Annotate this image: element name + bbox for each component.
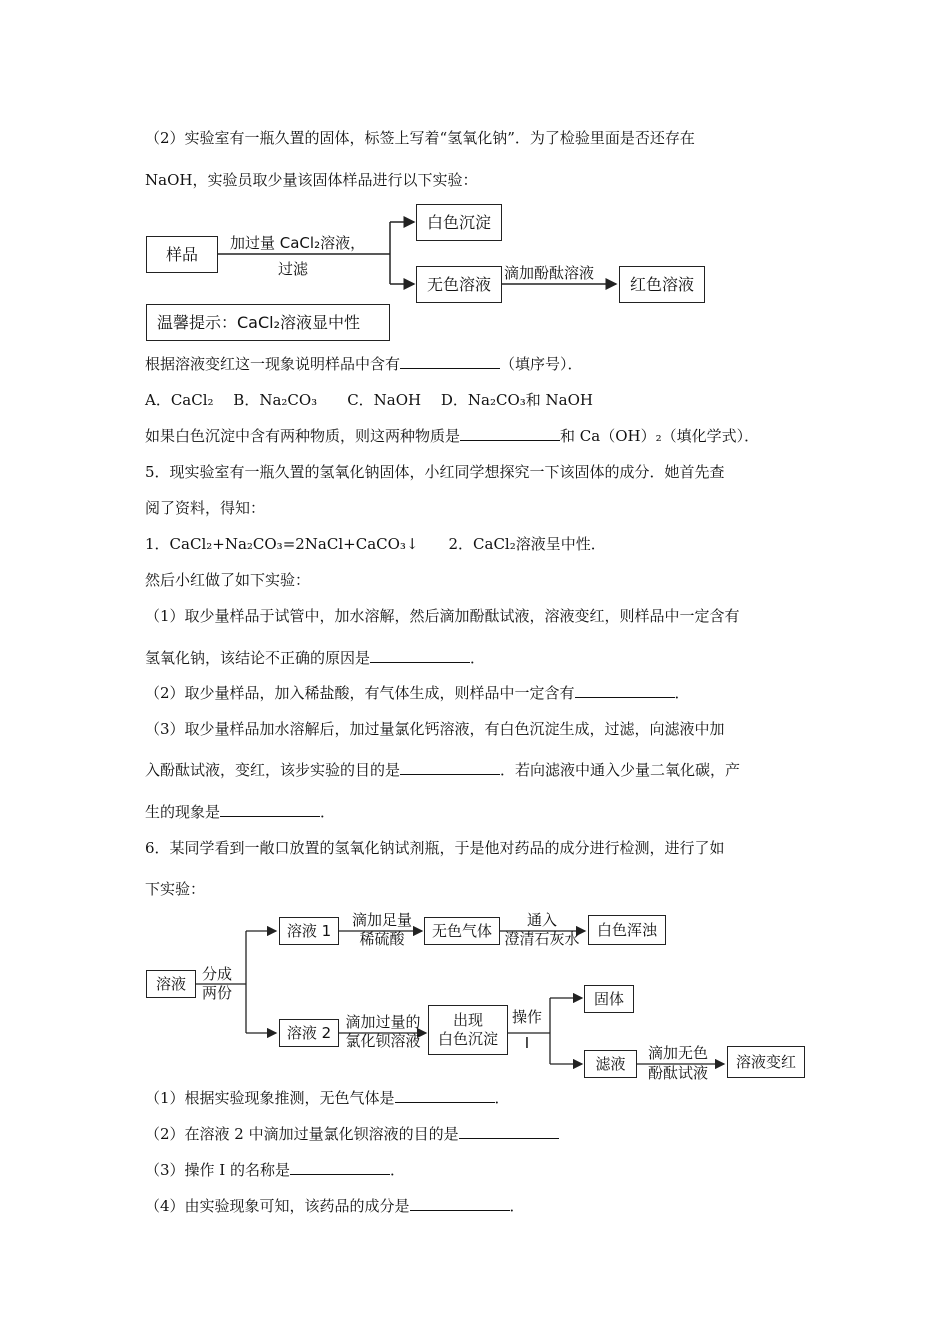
add-acid-label-1: 滴加足量 [351,911,412,929]
q5-line4: 然后小红做了如下实验： [145,571,311,589]
add-phenol-label-1: 滴加无色 [647,1044,708,1062]
flow1-label-phenol: 滴加酚酞溶液 [504,264,595,282]
q4-line2: NaOH，实验员取少量该固体样品进行以下实验： [145,171,478,189]
add-phenol-label-2: 酚酞试液 [647,1064,708,1082]
operation-label-1: 操作 [511,1008,542,1026]
add-bacl2-label-2: 氯化钡溶液 [345,1032,421,1050]
solid-box: 固体 [584,985,634,1013]
q6-a1: （1）根据实验现象推测，无色气体是 ． [145,1089,510,1107]
q6-a4: （4）由实验现象可知，该药品的成分是 ． [145,1197,525,1215]
operation-label-2: I [524,1034,530,1052]
q5-s2: （2）取少量样品，加入稀盐酸，有气体生成，则样品中一定含有 ． [145,684,690,702]
colorless-gas-box: 无色气体 [424,917,500,945]
pass-label-1: 通入 [526,911,557,929]
answer-blank[interactable] [410,1196,510,1211]
q4-options: A．CaCl₂ B．Na₂CO₃ C．NaOH D．Na₂CO₃和 NaOH [145,391,594,409]
solution-2-box: 溶液 2 [279,1019,339,1047]
q5-line3: 1．CaCl₂+Na₂CO₃=2NaCl+CaCO₃↓ 2．CaCl₂溶液呈中性． [145,535,606,553]
q5-s3-d: 生的现象是 ． [145,803,336,821]
solution-box: 溶液 [146,970,196,998]
answer-blank[interactable] [290,1160,390,1175]
flow1-label-filter: 过滤 [278,260,309,278]
q4-question-ppt: 如果白色沉淀中含有两种物质，则这两种物质是 和 Ca（OH）₂（填化学式）． [145,427,760,445]
q6-a3: （3）操作 I 的名称是 ． [145,1161,406,1179]
flow1-label-cacl2: 加过量 CaCl₂溶液， [230,234,366,252]
tip-box: 温馨提示：CaCl₂溶液显中性 [146,304,390,341]
white-turbid-box: 白色浑浊 [588,915,666,945]
q5-line1: 5．现实验室有一瓶久置的氢氧化钠固体，小红同学想探究一下该固体的成分．她首先查 [145,463,725,481]
split-label-2: 两份 [202,984,233,1002]
pass-label-2: 澄清石灰水 [504,930,580,948]
q5-s1-b: 氢氧化钠，该结论不正确的原因是 ． [145,649,486,667]
red-solution-box: 红色溶液 [619,266,705,303]
q5-s1-a: （1）取少量样品于试管中，加水溶解，然后滴加酚酞试液，溶液变红，则样品中一定含有 [145,607,740,625]
answer-blank[interactable] [395,1088,495,1103]
q5-s3-a: （3）取少量样品加水溶解后，加过量氯化钙溶液，有白色沉淀生成，过滤，向滤液中加 [145,720,725,738]
q4-question-red: 根据溶液变红这一现象说明样品中含有 （填序号）． [145,355,583,373]
turns-red-box: 溶液变红 [727,1046,805,1078]
q6-line2: 下实验： [145,880,206,898]
q6-line1: 6．某同学看到一敞口放置的氢氧化钠试剂瓶，于是他对药品的成分进行检测，进行了如 [145,839,725,857]
answer-blank[interactable] [459,1124,559,1139]
colorless-solution-box: 无色溶液 [416,266,502,303]
precipitate-box: 出现 白色沉淀 [428,1005,508,1055]
q5-s3-b: 入酚酞试液，变红，该步实验的目的是 ．若向滤液中通入少量二氧化碳，产 [145,761,741,779]
q5-line2: 阅了资料，得知： [145,499,266,517]
q4-line1: （2）实验室有一瓶久置的固体，标签上写着“氢氧化钠”．为了检验里面是否还存在 [145,129,695,147]
add-bacl2-label-1: 滴加过量的 [345,1013,421,1031]
white-precipitate-box: 白色沉淀 [416,204,502,241]
solution-1-box: 溶液 1 [279,917,339,945]
filtrate-box: 滤液 [584,1050,637,1078]
sample-box: 样品 [146,236,218,273]
split-label-1: 分成 [202,965,233,983]
add-acid-label-2: 稀硫酸 [359,930,405,948]
q6-a2: （2）在溶液 2 中滴加过量氯化钡溶液的目的是 [145,1124,559,1144]
